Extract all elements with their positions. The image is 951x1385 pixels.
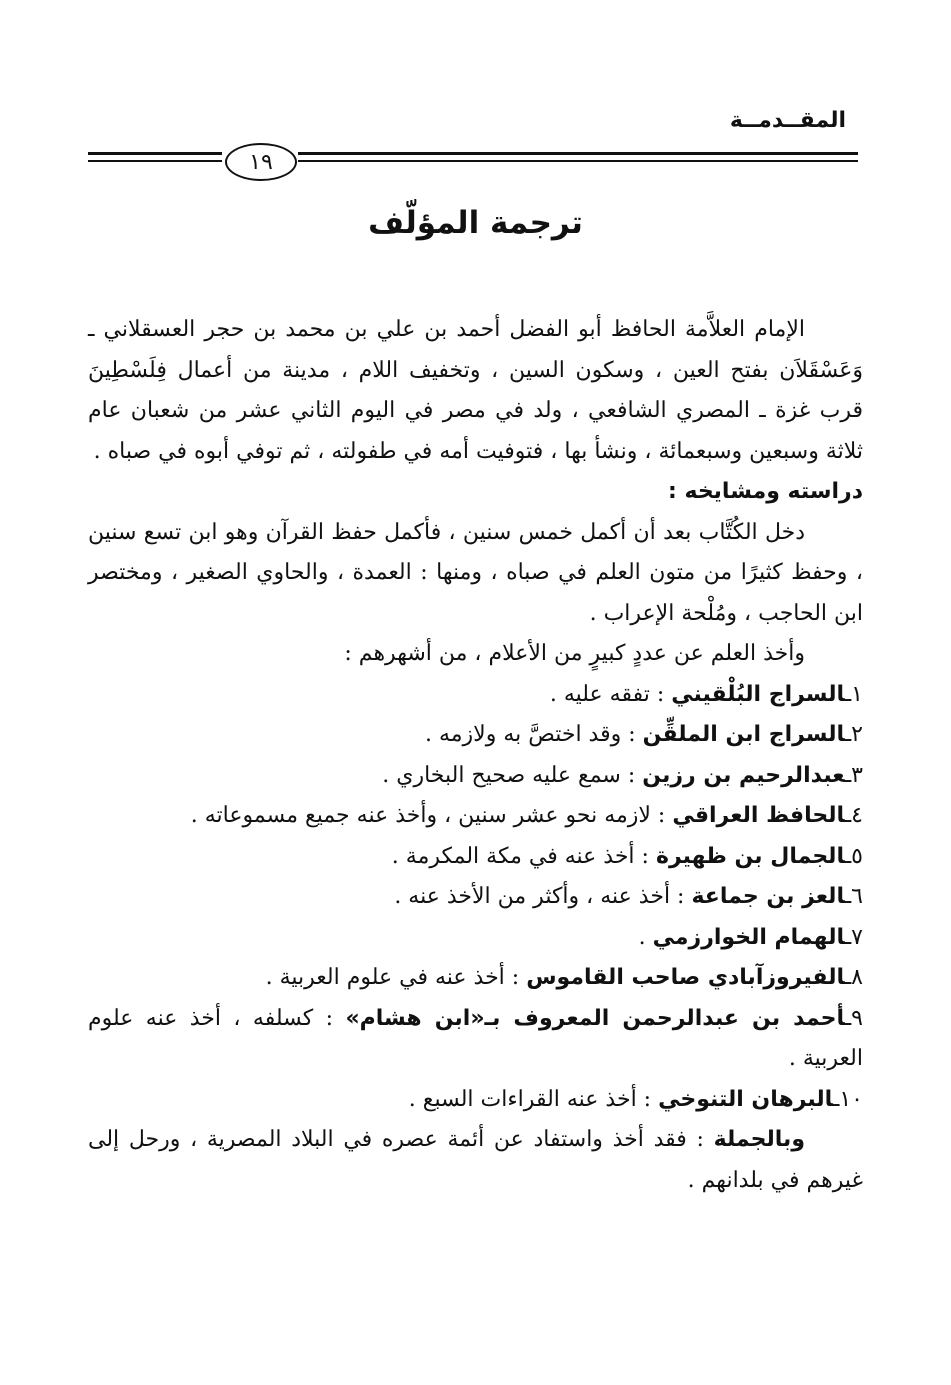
header-rule-right [298,152,858,155]
list-item: ٦ـالعز بن جماعة : أخذ عنه ، وأكثر من الأخذ عنه . [394,884,863,909]
running-head: المقــدمــة [729,108,846,133]
list-item: ٧ـالهمام الخوارزمي . [638,924,863,950]
summary-lead: وبالجملة [713,1127,805,1152]
list-item: ٥ـالجمال بن ظهيرة : أخذ عنه في مكة المكرمة . [391,843,863,869]
list-item: ١٠ـالبرهان التنوخي : أخذ عنه القراءات السبع . [408,1086,863,1112]
summary-paragraph: وبالجملة : فقد أخذ واستفاد عن أئمة عصره في البلاد المصرية ، ورحل إلى غيرهم في بلدانهم . [88,1127,863,1193]
list-item: ٤ـالحافظ العراقي : لازمه نحو عشر سنين ، وأخذ عنه جميع مسموعاته . [190,803,863,828]
section-heading: دراسته ومشايخه : [668,479,863,504]
header-rule-left-thin [88,160,222,162]
teacher-name: العز بن جماعة [691,884,845,909]
list-item: ٩ـأحمد بن عبدالرحمن المعروف بـ«ابن هشام» : كسلفه ، أخذ عنه علوم العربية . [88,1005,863,1071]
teacher-name: الهمام الخوارزمي [652,924,845,950]
teacher-name: السراج البُلْقيني [671,681,845,707]
teacher-name: السراج ابن الملقِّن [642,722,845,747]
teacher-name: الجمال بن ظهيرة [655,843,845,869]
list-item: ١ـالسراج البُلْقيني : تفقه عليه . [549,681,863,707]
header-rule-left [88,152,222,155]
list-item: ٢ـالسراج ابن الملقِّن : وقد اختصَّ به ولازمه . [424,722,863,747]
body-text [88,310,863,1201]
teachers-intro: وأخذ العلم عن عددٍ كبيرٍ من الأعلام ، من أشهرهم : [344,641,805,666]
teacher-name: أحمد بن عبدالرحمن المعروف بـ«ابن هشام» [345,1005,845,1031]
teacher-name: الفيروزآبادي صاحب القاموس [526,965,845,990]
page-title: ترجمة المؤلّف [368,205,583,241]
teacher-name: الحافظ العراقي [672,803,845,828]
header-rule-right-thin [298,160,858,162]
page-number: ١٩ [225,143,297,181]
study-paragraph: دخل الكُتَّاب بعد أن أكمل خمس سنين ، فأكمل حفظ القرآن وهو ابن تسع سنين ، وحفظ كثيرًا من متون العلم في صباه ، ومنها : العمدة ، والحاوي الصغير ، ومختصر ابن الحاجب ، ومُلْحة الإعراب . [88,519,863,626]
teacher-name: عبدالرحيم بن رزين [642,762,845,788]
intro-paragraph: الإمام العلاَّمة الحافظ أبو الفضل أحمد بن علي بن محمد بن حجر العسقلاني ـ وَعَسْقَلاَن بفتح العين ، وسكون السين ، وتخفيف اللام ، مدينة من أعمال فِلَسْطِينَ قرب غزة ـ المصري الشافعي ، ولد في مصر في اليوم الثاني عشر من شعبان عام ثلاثة وسبعين وسبعمائة ، ونشأ بها ، فتوفيت أمه في طفولته ، ثم توفي أبوه في صباه . [88,317,863,464]
teacher-name: البرهان التنوخي [658,1086,833,1112]
list-item: ٨ـالفيروزآبادي صاحب القاموس : أخذ عنه في علوم العربية . [265,965,863,990]
list-item: ٣ـعبدالرحيم بن رزين : سمع عليه صحيح البخاري . [382,762,863,788]
